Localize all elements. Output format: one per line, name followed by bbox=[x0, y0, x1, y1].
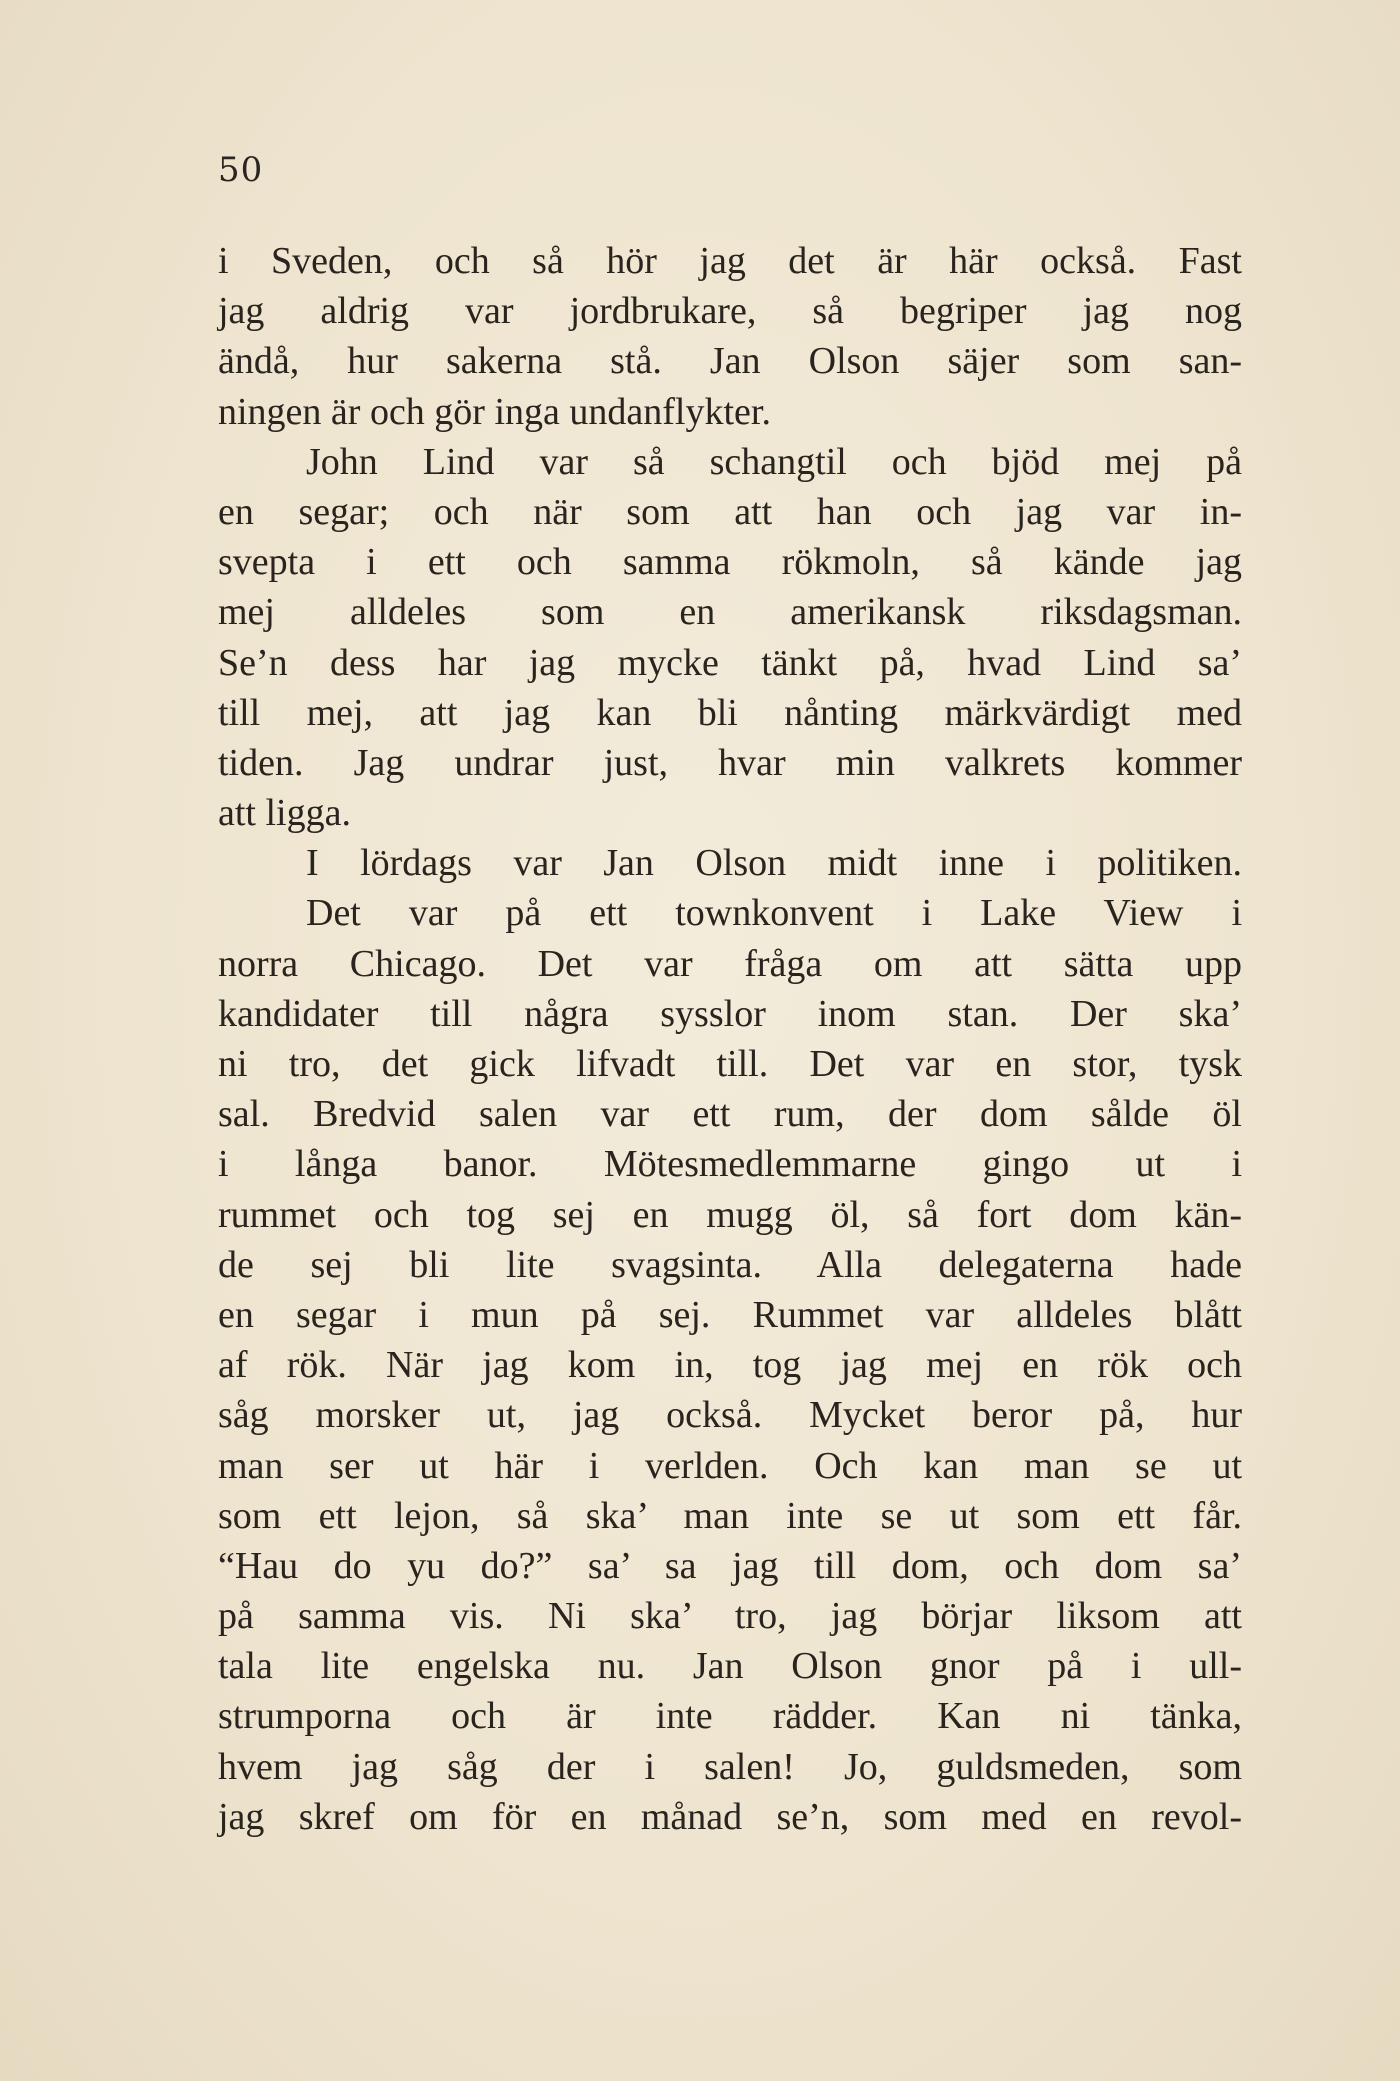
text-line: Det var på ett townkonvent i Lake View i bbox=[306, 892, 1242, 935]
text-line: på samma vis. Ni ska’ tro, jag börjar liksom att bbox=[218, 1595, 1242, 1638]
text-line: Se’n dess har jag mycke tänkt på, hvad Lind sa’ bbox=[218, 641, 1242, 684]
text-line: ni tro, det gick lifvadt till. Det var en stor, tysk bbox=[218, 1043, 1242, 1085]
text-line: af rök. När jag kom in, tog jag mej en rök och bbox=[218, 1344, 1242, 1387]
text-line: I lördags var Jan Olson midt inne i politiken. bbox=[306, 842, 1242, 885]
body-text bbox=[218, 236, 1242, 1842]
text-line: mej alldeles som en amerikansk riksdagsman. bbox=[218, 591, 1242, 634]
text-line: ändå, hur sakerna stå. Jan Olson säjer som san- bbox=[218, 340, 1242, 383]
text-line: John Lind var så schangtil och bjöd mej på bbox=[306, 440, 1242, 483]
text-line: en segar; och när som att han och jag var in- bbox=[218, 490, 1242, 533]
text-line: ningen är och gör inga undanflykter. bbox=[218, 390, 771, 433]
text-line: sal. Bredvid salen var ett rum, der dom sålde öl bbox=[218, 1093, 1242, 1136]
text-line: “Hau do yu do?” sa’ sa jag till dom, och dom sa’ bbox=[218, 1544, 1242, 1587]
text-line: hvem jag såg der i salen! Jo, guldsmeden, som bbox=[218, 1745, 1242, 1788]
text-line: i långa banor. Mötesmedlemmarne gingo ut i bbox=[218, 1143, 1242, 1186]
text-line: tala lite engelska nu. Jan Olson gnor på i ull- bbox=[218, 1645, 1242, 1688]
text-line: de sej bli lite svagsinta. Alla delegaterna hade bbox=[218, 1243, 1242, 1286]
page-number: 50 bbox=[218, 150, 264, 190]
text-line: norra Chicago. Det var fråga om att sätta upp bbox=[218, 942, 1242, 985]
text-line: såg morsker ut, jag också. Mycket beror på, hur bbox=[218, 1394, 1242, 1437]
text-line: jag skref om för en månad se’n, som med en revol- bbox=[218, 1795, 1242, 1838]
text-line: att ligga. bbox=[218, 792, 351, 835]
text-line: rummet och tog sej en mugg öl, så fort dom kän- bbox=[218, 1193, 1242, 1236]
text-line: svepta i ett och samma rökmoln, så kände jag bbox=[218, 541, 1242, 584]
text-line: jag aldrig var jordbrukare, så begriper jag nog bbox=[218, 290, 1242, 333]
text-line: i Sveden, och så hör jag det är här också. Fast bbox=[218, 240, 1242, 282]
text-line: strumporna och är inte rädder. Kan ni tänka, bbox=[218, 1695, 1242, 1738]
text-line: som ett lejon, så ska’ man inte se ut som ett får. bbox=[218, 1494, 1242, 1537]
text-line: kandidater till några sysslor inom stan. Der ska’ bbox=[218, 992, 1242, 1035]
text-line: till mej, att jag kan bli nånting märkvärdigt med bbox=[218, 691, 1242, 734]
text-line: en segar i mun på sej. Rummet var alldeles blått bbox=[218, 1293, 1242, 1336]
text-line: tiden. Jag undrar just, hvar min valkrets kommer bbox=[218, 741, 1242, 784]
text-line: man ser ut här i verlden. Och kan man se ut bbox=[218, 1444, 1242, 1487]
